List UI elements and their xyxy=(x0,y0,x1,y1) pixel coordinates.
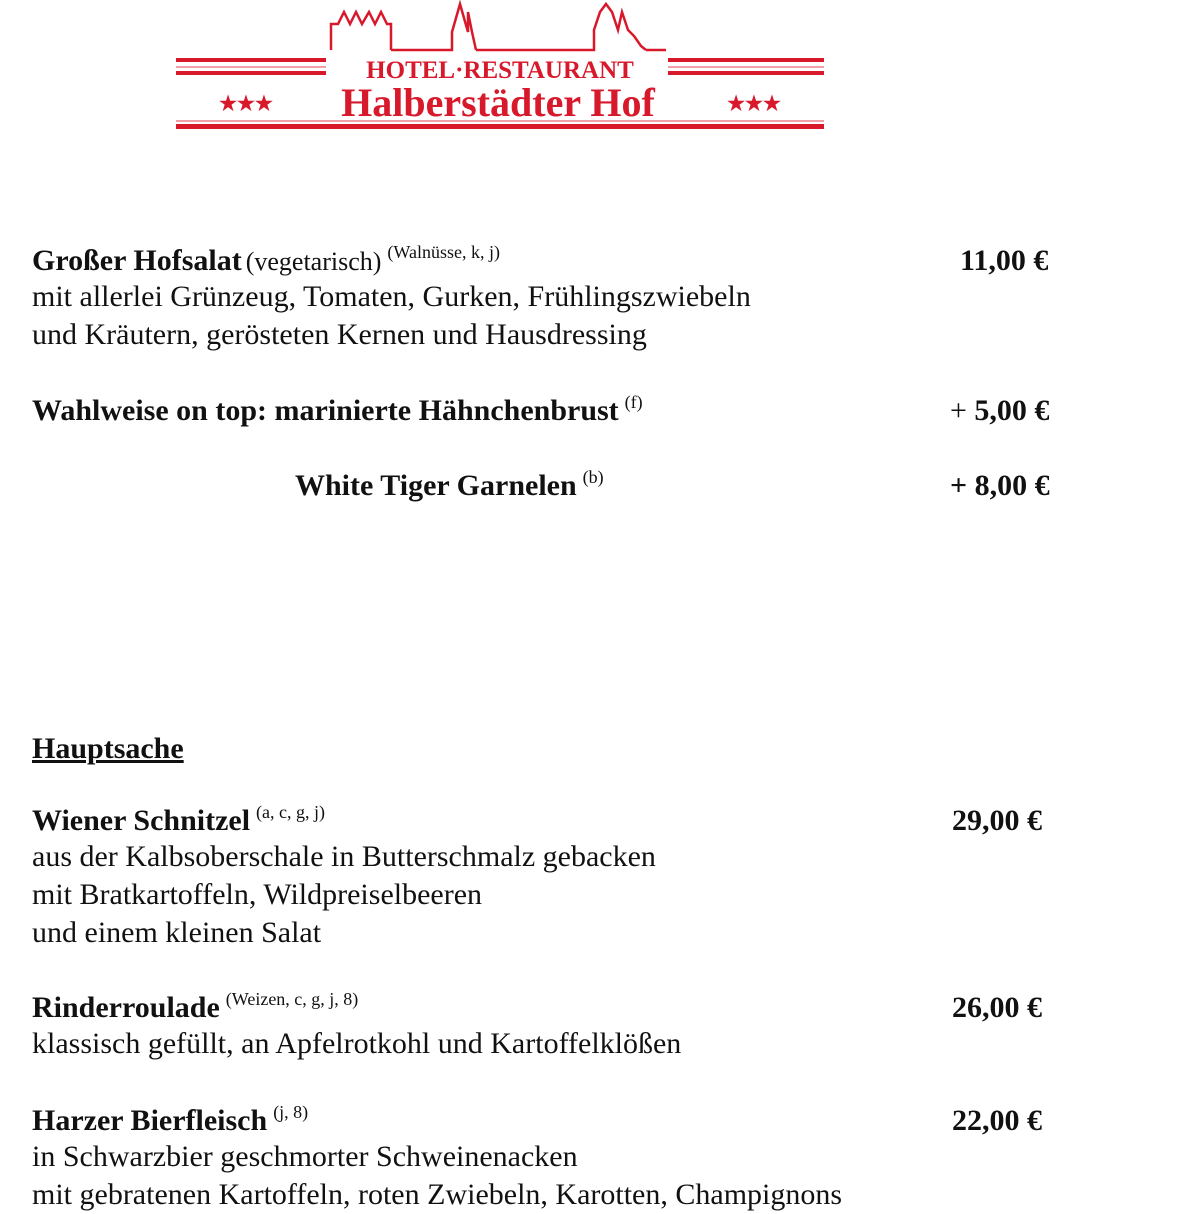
topping-allergens: (f) xyxy=(624,392,643,412)
logo-subtitle: HOTEL·RESTAURANT xyxy=(366,57,634,84)
topping-price xyxy=(950,394,1049,428)
menu-item-rinderroulade xyxy=(32,991,1200,1063)
item-description-line: mit gebratenen Kartoffeln, roten Zwiebeln, Karotten, Champignons xyxy=(32,1178,843,1211)
logo-stars-left: ★★★ xyxy=(219,93,273,115)
topping-price: + 8,00 € xyxy=(950,469,1050,502)
item-allergens: (Walnüsse, k, j) xyxy=(387,242,500,262)
menu-topping-shrimp xyxy=(32,469,1200,503)
topping-allergens: (b) xyxy=(582,467,604,487)
item-description-line: in Schwarzbier geschmorter Schweinenacken xyxy=(32,1140,578,1173)
topping-price-value: 5,00 € xyxy=(974,394,1050,427)
item-description-line: mit allerlei Grünzeug, Tomaten, Gurken, Frühlingszwiebeln xyxy=(32,280,751,313)
item-description-line: und Kräutern, gerösteten Kernen und Hausdressing xyxy=(32,318,647,351)
price-plus-sign: + xyxy=(950,394,967,427)
item-description-line: und einem kleinen Salat xyxy=(32,916,322,949)
menu-item-bierfleisch xyxy=(32,1104,1200,1214)
item-name: Rinderroulade xyxy=(32,991,220,1024)
item-description-line: klassisch gefüllt, an Apfelrotkohl und Kartoffelklößen xyxy=(32,1027,682,1060)
item-name: Harzer Bierfleisch xyxy=(32,1104,268,1137)
logo-stars-right: ★★★ xyxy=(727,93,781,115)
topping-name: White Tiger Garnelen xyxy=(295,469,577,502)
item-description-line: aus der Kalbsoberschale in Butterschmalz gebacken xyxy=(32,840,656,873)
item-allergens: (j, 8) xyxy=(273,1102,309,1122)
item-name: Großer Hofsalat xyxy=(32,244,242,277)
item-qualifier: (vegetarisch) xyxy=(245,247,382,276)
topping-name: Wahlweise on top: marinierte Hähnchenbrust xyxy=(32,394,619,427)
item-allergens: (Weizen, c, g, j, 8) xyxy=(225,989,359,1009)
item-price: 22,00 € xyxy=(952,1104,1042,1137)
item-allergens: (a, c, g, j) xyxy=(256,802,326,822)
item-price: 11,00 € xyxy=(960,244,1049,277)
item-price: 29,00 € xyxy=(952,804,1042,837)
hotel-logo xyxy=(176,0,824,135)
item-name: Wiener Schnitzel xyxy=(32,804,251,837)
item-description-line: mit Bratkartoffeln, Wildpreiselbeeren xyxy=(32,878,483,911)
item-price: 26,00 € xyxy=(952,991,1042,1024)
logo-title: Halberstädter Hof xyxy=(341,80,655,125)
menu-topping-chicken xyxy=(32,394,1200,428)
menu-item-schnitzel xyxy=(32,804,1200,952)
menu-item-hofsalat xyxy=(32,244,1200,354)
section-heading: Hauptsache xyxy=(32,732,184,765)
